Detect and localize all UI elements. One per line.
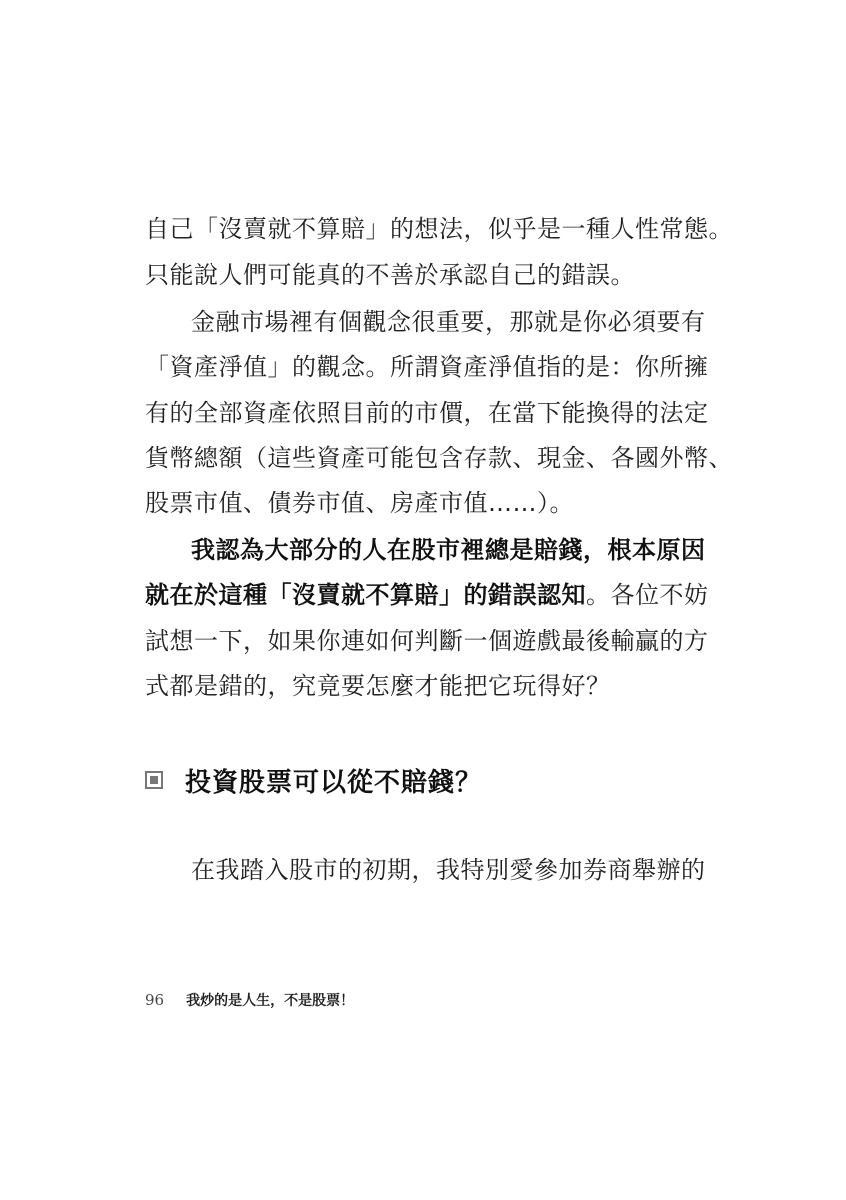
paragraph-line: 「資產淨值」的觀念。所謂資產淨值指的是：你所擁 (145, 353, 709, 381)
paragraph-line: 股票市值、債券市值、房產市值……）。 (145, 489, 574, 517)
paragraph-line: 只能說人們可能真的不善於承認自己的錯誤。 (145, 261, 635, 289)
paragraph-line: 貨幣總額（這些資產可能包含存款、現金、各國外幣、 (145, 444, 733, 472)
paragraph-text: 。各位不妨 (586, 581, 709, 609)
section-heading (145, 760, 482, 800)
paragraph-line: 在我踏入股市的初期，我特別愛參加券商舉辦的 (191, 856, 706, 884)
paragraph-line: 式都是錯的，究竟要怎麼才能把它玩得好？ (145, 672, 611, 700)
paragraph-line-bold: 我認為大部分的人在股市裡總是賠錢，根本原因 (191, 536, 706, 564)
emphasis-text: 就在於這種「沒賣就不算賠」的錯誤認知 (145, 581, 586, 609)
running-title: 我炒的是人生，不是股票！ (186, 993, 355, 1009)
page-number: 96 (145, 991, 165, 1009)
paragraph-line (145, 578, 709, 612)
paragraph-line: 試想一下，如果你連如何判斷一個遊戲最後輸贏的方 (145, 627, 709, 655)
paragraph-line: 有的全部資產依照目前的市價，在當下能換得的法定 (145, 399, 709, 427)
section-title: 投資股票可以從不賠錢？ (185, 767, 483, 798)
page-footer (145, 988, 354, 1012)
paragraph-line: 自己「沒賣就不算賠」的想法，似乎是一種人性常態。 (145, 215, 733, 243)
square-bullet-icon (145, 771, 163, 789)
paragraph-line: 金融市場裡有個觀念很重要，那就是你必須要有 (191, 308, 706, 336)
